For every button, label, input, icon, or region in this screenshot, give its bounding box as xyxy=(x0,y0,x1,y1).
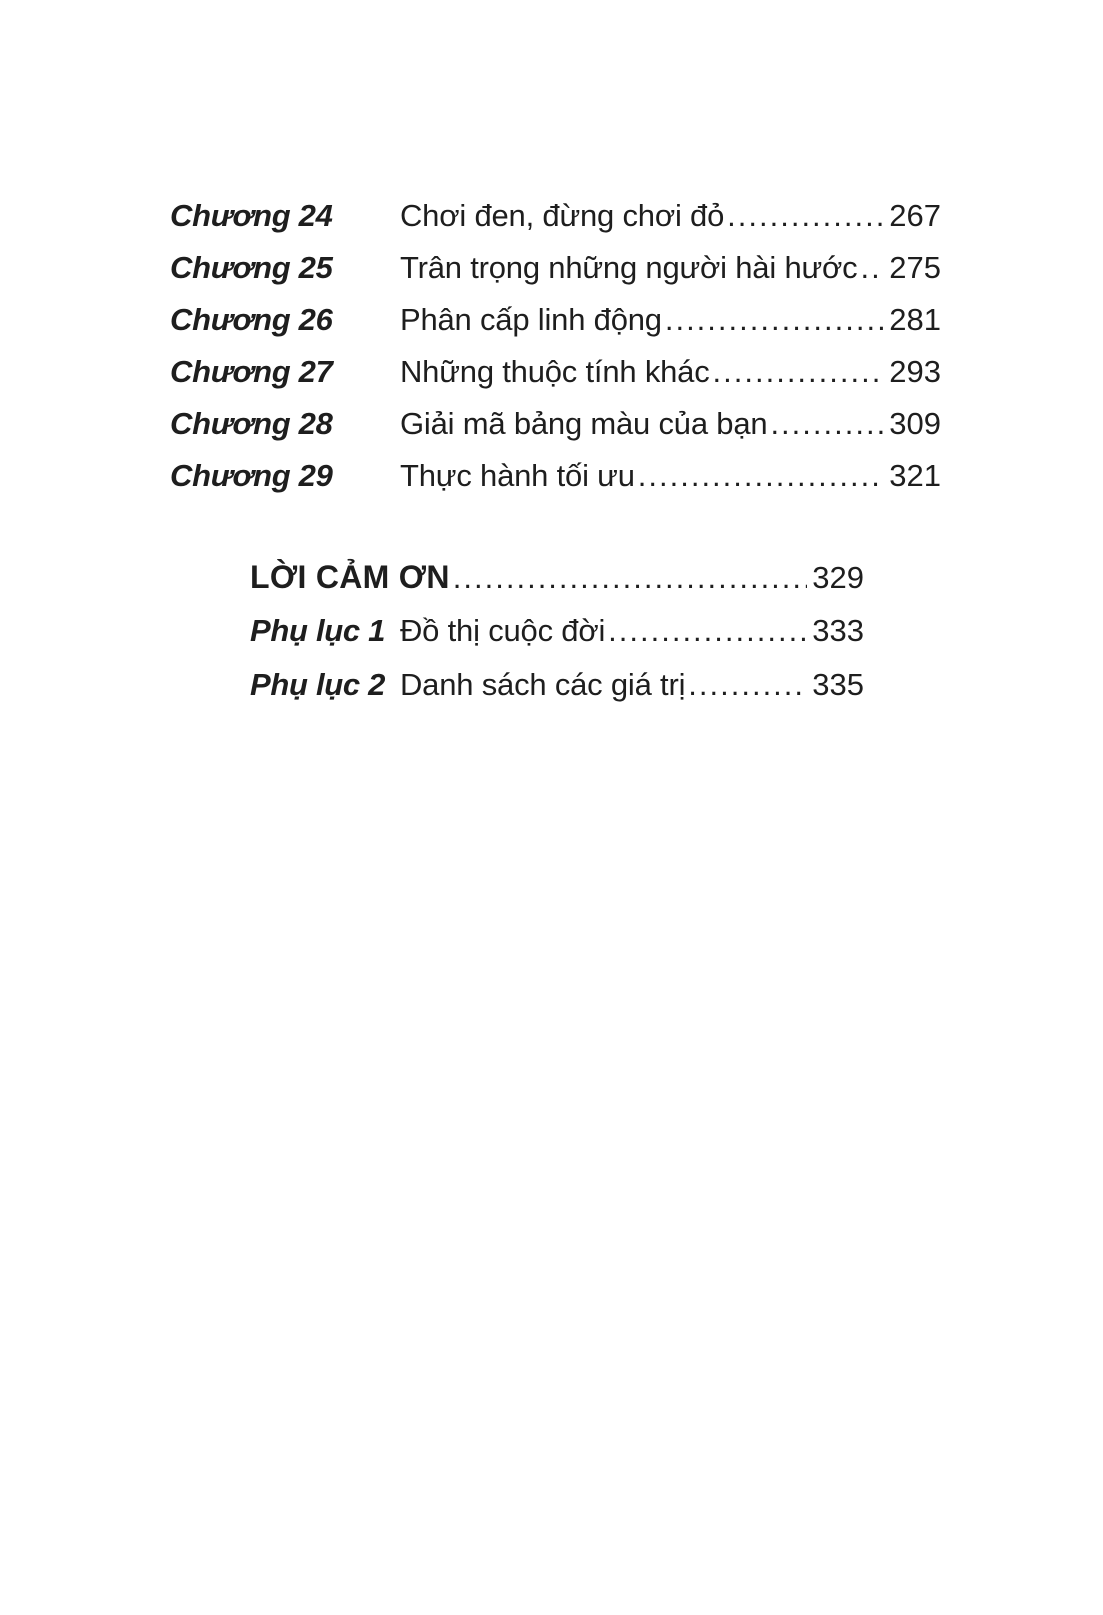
dot-leader xyxy=(710,346,885,398)
chapter-title: Trân trọng những người hài hước xyxy=(400,250,858,285)
toc-row-appendix-2 xyxy=(250,658,864,712)
chapter-title: Những thuộc tính khác xyxy=(400,354,710,389)
chapter-label: Chương 27 xyxy=(170,354,333,389)
page-number: 309 xyxy=(889,406,941,441)
page-number: 321 xyxy=(889,458,941,493)
acknowledgements-label: LỜI CẢM ƠN xyxy=(250,559,450,595)
toc-row-appendix-1 xyxy=(250,604,864,658)
dot-leader xyxy=(662,294,884,346)
appendix-label: Phụ lục 2 xyxy=(250,667,386,702)
appendix-title: Danh sách các giá trị xyxy=(400,667,686,702)
chapter-label: Chương 28 xyxy=(170,406,333,441)
chapter-title: Chơi đen, đừng chơi đỏ xyxy=(400,198,725,233)
appendix-label: Phụ lục 1 xyxy=(250,613,386,648)
back-matter-list xyxy=(250,550,864,712)
toc-row-acknowledgements xyxy=(250,550,864,604)
chapter-label: Chương 24 xyxy=(170,198,333,233)
page-number: 329 xyxy=(812,560,864,595)
dot-leader xyxy=(724,190,884,242)
chapter-list xyxy=(170,190,941,502)
dot-leader xyxy=(685,658,807,712)
chapter-title: Phân cấp linh động xyxy=(400,302,662,337)
page-number: 281 xyxy=(889,302,941,337)
dot-leader xyxy=(767,398,884,450)
chapter-title: Giải mã bảng màu của bạn xyxy=(400,406,768,441)
toc-row-chapter-26 xyxy=(170,294,941,346)
chapter-label: Chương 25 xyxy=(170,250,333,285)
dot-leader xyxy=(857,242,884,294)
toc-row-chapter-29 xyxy=(170,450,941,502)
toc-row-chapter-28 xyxy=(170,398,941,450)
page-number: 335 xyxy=(812,667,864,702)
dot-leader xyxy=(635,450,885,502)
page-number: 267 xyxy=(889,198,941,233)
toc-row-chapter-25 xyxy=(170,242,941,294)
page-number: 333 xyxy=(812,613,864,648)
chapter-title: Thực hành tối ưu xyxy=(400,458,635,493)
toc-row-chapter-24 xyxy=(170,190,941,242)
appendix-title: Đồ thị cuộc đời xyxy=(400,613,606,648)
page-number: 293 xyxy=(889,354,941,389)
chapter-label: Chương 26 xyxy=(170,302,333,337)
dot-leader xyxy=(605,604,807,658)
chapter-label: Chương 29 xyxy=(170,458,333,493)
page-number: 275 xyxy=(889,250,941,285)
dot-leader xyxy=(450,551,807,605)
toc-row-chapter-27 xyxy=(170,346,941,398)
